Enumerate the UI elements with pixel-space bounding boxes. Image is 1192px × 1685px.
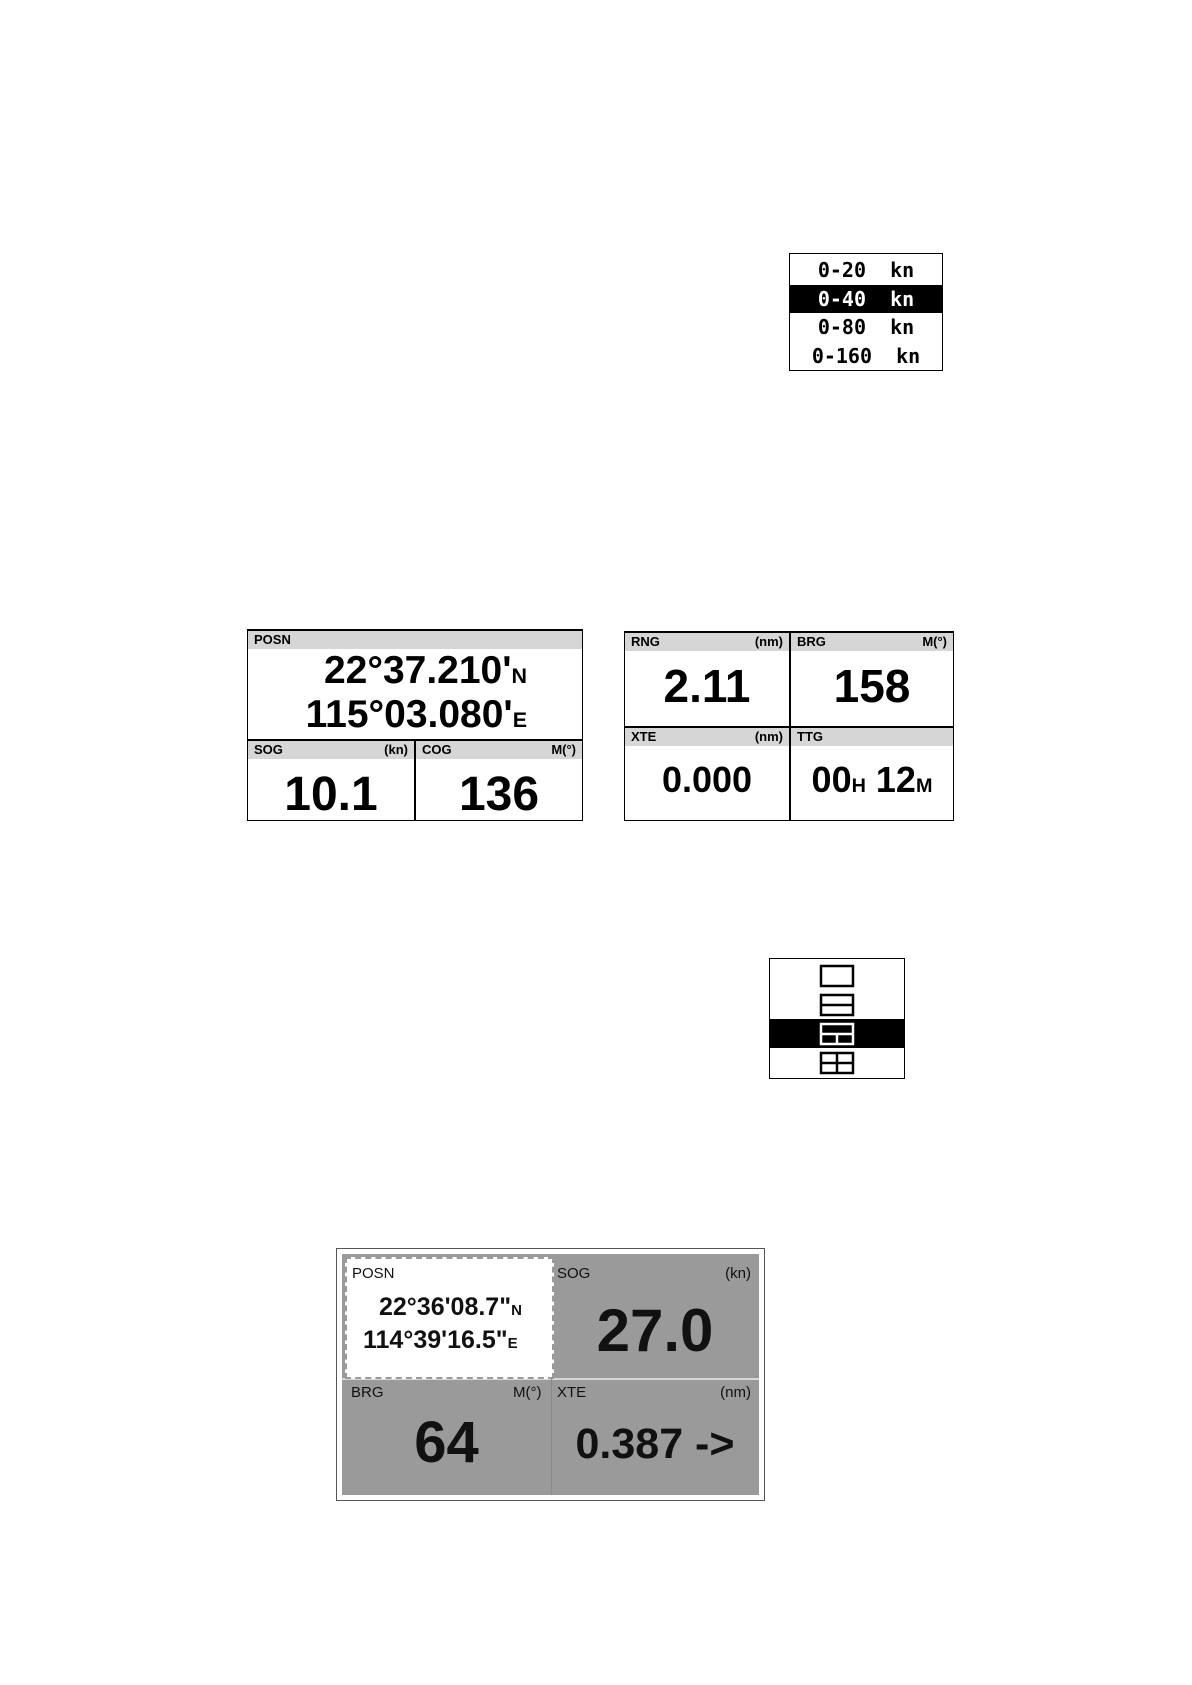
rng-header	[625, 633, 789, 651]
sog-value: 10.1	[284, 768, 378, 821]
brg-header	[791, 633, 953, 651]
latitude-value: 22°37.210'N	[323, 649, 527, 692]
longitude-value: 115°03.080'E	[305, 693, 527, 736]
cog-value: 136	[458, 768, 540, 821]
brg-unit: M(°)	[922, 634, 947, 649]
sog-value: 27.0	[596, 1297, 714, 1364]
two-row-icon	[819, 993, 855, 1017]
posn-header	[248, 631, 582, 649]
brg-label: BRG	[351, 1384, 384, 1401]
posn-label: POSN	[254, 632, 291, 647]
latitude-value: 22°36'08.7"N	[379, 1293, 522, 1321]
ttg-header	[791, 728, 953, 746]
layout-option-single[interactable]	[770, 961, 904, 990]
rng-label: RNG	[631, 634, 660, 649]
brg-label: BRG	[797, 634, 826, 649]
speed-range-menu	[789, 253, 943, 371]
brg-value: 158	[833, 660, 911, 712]
four-field-data-screen	[336, 1248, 765, 1501]
data-area	[342, 1254, 759, 1495]
brg-unit: M(°)	[513, 1384, 542, 1401]
posn-sog-cog-panel	[247, 629, 583, 821]
layout-option-two-row[interactable]	[770, 990, 904, 1019]
sog-label: SOG	[254, 742, 283, 757]
speed-range-option-0-40-selected[interactable]: 0-40 kn	[790, 285, 942, 314]
xte-unit: (nm)	[754, 729, 783, 744]
xte-label: XTE	[557, 1384, 587, 1401]
layout-option-one-top-two-bottom-selected[interactable]	[770, 1019, 904, 1048]
four-pane-icon	[819, 1051, 855, 1075]
cog-label: COG	[422, 742, 452, 757]
cog-unit: M(°)	[551, 742, 576, 757]
layout-option-four-pane[interactable]	[770, 1048, 904, 1077]
xte-header	[625, 728, 789, 746]
xte-label: XTE	[631, 729, 657, 744]
xte-unit: (nm)	[720, 1384, 751, 1401]
xte-value: 0.387 ->	[575, 1420, 735, 1468]
speed-range-option-0-20[interactable]: 0-20 kn	[817, 258, 915, 282]
sog-header	[248, 741, 414, 759]
single-pane-icon	[819, 964, 855, 988]
posn-cell-focused[interactable]	[345, 1257, 554, 1379]
ttg-value: 00H 12M	[811, 759, 933, 800]
rng-brg-xte-ttg-panel	[624, 631, 954, 821]
sog-unit: (kn)	[725, 1265, 751, 1282]
xte-value: 0.000	[661, 759, 753, 800]
rng-value: 2.11	[663, 660, 751, 712]
rng-unit: (nm)	[754, 634, 783, 649]
speed-range-option-0-160[interactable]: 0-160 kn	[811, 343, 921, 368]
one-top-two-bottom-icon	[819, 1022, 855, 1046]
speed-range-option-0-80[interactable]: 0-80 kn	[817, 315, 915, 339]
sog-unit: (kn)	[384, 742, 408, 757]
ttg-label: TTG	[797, 729, 823, 744]
longitude-value: 114°39'16.5"E	[363, 1326, 518, 1354]
posn-label: POSN	[352, 1265, 395, 1282]
sog-label: SOG	[557, 1265, 591, 1282]
layout-menu	[769, 958, 905, 1079]
cog-header	[416, 741, 582, 759]
brg-value: 64	[414, 1410, 479, 1475]
